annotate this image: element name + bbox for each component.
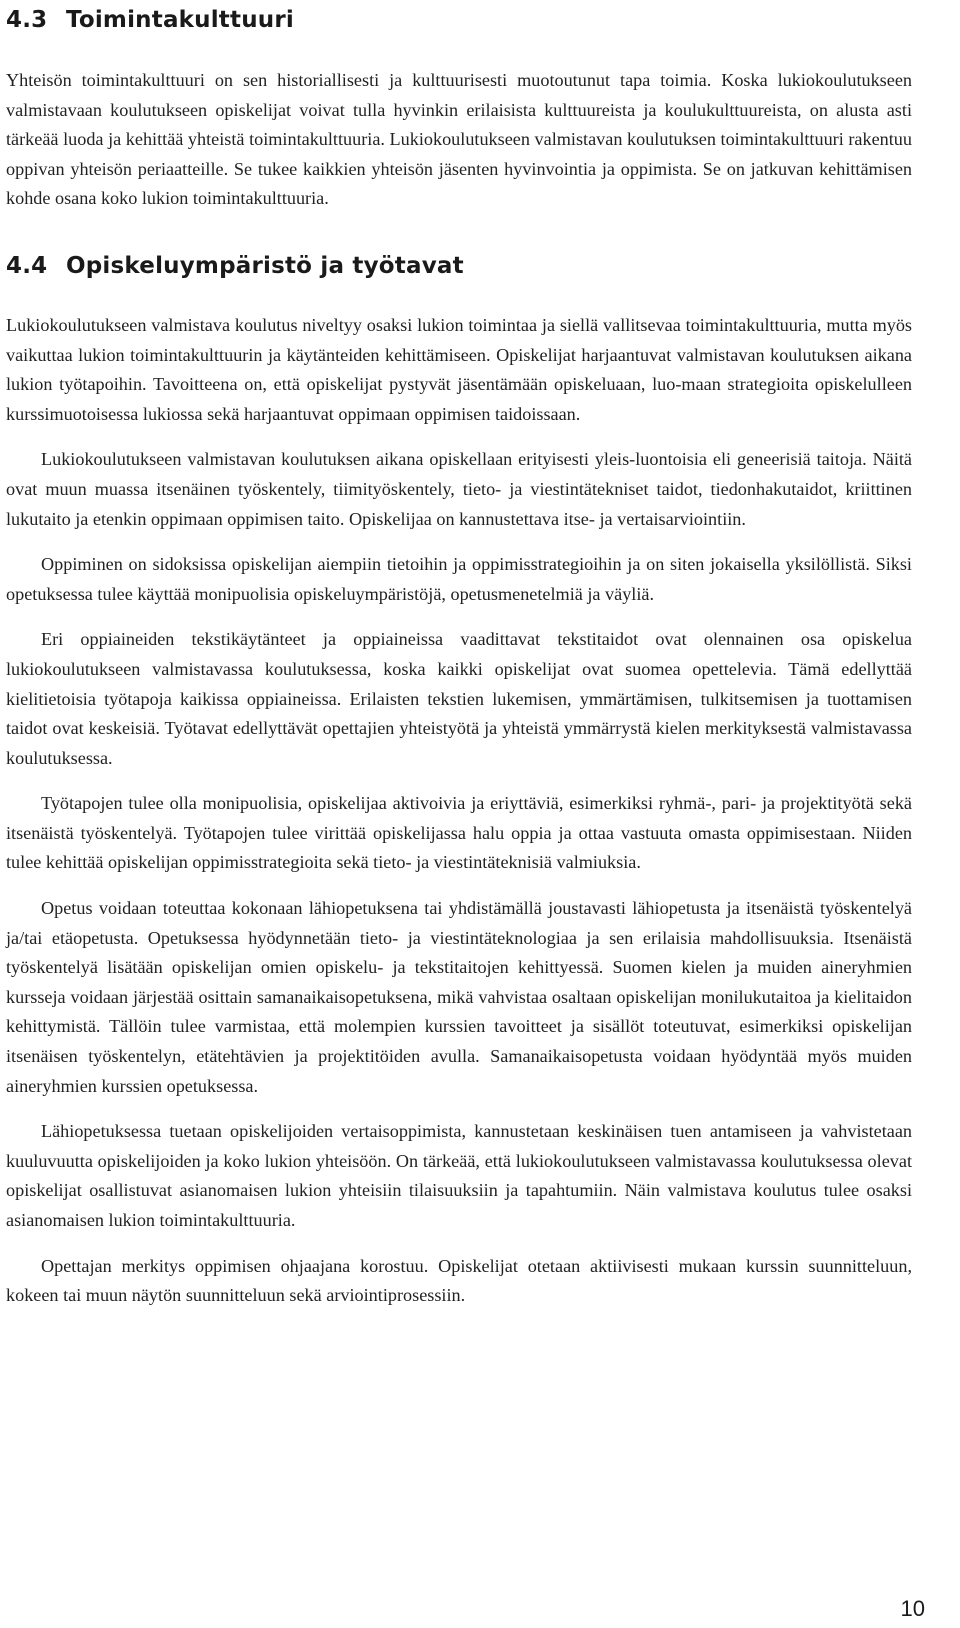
- section-body-4-3: [6, 66, 912, 214]
- section-body-4-4: [6, 311, 912, 1311]
- paragraph: Eri oppiaineiden tekstikäytänteet ja oppiaineissa vaadittavat tekstitaidot ovat olennainen osa opiskelua lukiokoulutukseen valmistavassa koulutuksessa, koska kaikki opiskelijat ovat suomea opettelevia. Tämä edellyttää kielitietoisia työtapoja kaikissa oppiaineissa. Erilaisten tekstien lukemisen, ymmärtämisen, tulkitsemisen ja tuottamisen taidot ovat keskeisiä. Työtavat edellyttävät opettajien yhteistyötä ja yhteistä ymmärrystä kielen merkityksestä valmistavassa koulutuksessa.: [6, 629, 912, 768]
- section-heading-4-3: [6, 2, 912, 42]
- section-number: 4.4: [6, 252, 48, 279]
- paragraph: Lähiopetuksessa tuetaan opiskelijoiden vertaisoppimista, kannustetaan keskinäisen tuen antamiseen ja vahvistetaan kuuluvuutta opiskelijoiden ja koko lukion yhteisöön. On tärkeää, että lukiokoulutukseen valmistavassa koulutuksessa olevat opiskelijat osallistuvat asianomaisen lukion yhteisiin tilaisuuksiin ja tapahtumiin. Näin valmistava koulutus tulee osaksi asianomaisen lukion toimintakulttuuria.: [6, 1121, 912, 1230]
- section-title: Toimintakulttuuri: [66, 7, 294, 33]
- paragraph: Oppiminen on sidoksissa opiskelijan aiempiin tietoihin ja oppimisstrategioihin ja on siten jokaisella yksilöllistä. Siksi opetuksessa tulee käyttää monipuolisia opiskeluympäristöjä, opetusmenetelmiä ja väyliä.: [6, 554, 912, 604]
- paragraph: Lukiokoulutukseen valmistavan koulutuksen aikana opiskellaan erityisesti yleis-luontoisia eli geneerisiä taitoja. Näitä ovat muun muassa itsenäinen työskentely, tiimityöskentely, tieto- ja viestintätekniset taidot, tiedonhakutaidot, kriittinen lukutaito ja etenkin oppimaan oppimisen taito. Opiskelijaa on kannustettava itse- ja vertaisarviointiin.: [6, 449, 912, 529]
- paragraph: Lukiokoulutukseen valmistava koulutus niveltyy osaksi lukion toimintaa ja siellä vallitsevaa toimintakulttuuria, mutta myös vaikuttaa lukion toimintakulttuurin ja käytänteiden kehittämiseen. Opiskelijat harjaantuvat valmistavan koulutuksen aikana lukion työtapoihin. Tavoitteena on, että opiskelijat pystyvät jäsentämään opiskeluaan, luo-maan strategioita opiskelulleen kurssimuotoisessa lukiossa sekä harjaantuvat oppimaan oppimisen taidoissaan.: [6, 314, 912, 424]
- paragraph: Yhteisön toimintakulttuuri on sen historiallisesti ja kulttuurisesti muotoutunut tapa toimia. Koska lukiokoulutukseen valmistavaan koulutukseen opiskelijat voivat tulla hyvinkin erilaisista kulttuureista ja koulukulttuureista, on alusta asti tärkeää luoda ja kehittää yhteistä toimintakulttuuria. Lukiokoulutukseen valmistavan koulutuksen toimintakulttuuri rakentuu oppivan yhteisön periaatteille. Se tukee kaikkien yhteisön jäsenten hyvinvointia ja oppimista. Se on jatkuvan kehittämisen kohde osana koko lukion toimintakulttuuria.: [6, 70, 912, 209]
- document-page: [6, 0, 912, 1311]
- paragraph: Opettajan merkitys oppimisen ohjaajana korostuu. Opiskelijat otetaan aktiivisesti mukaan kurssin suunnitteluun, kokeen tai muun näytön suunnitteluun sekä arviointiprosessiin.: [6, 1255, 912, 1306]
- section-heading-4-4: [6, 248, 912, 288]
- paragraph: Opetus voidaan toteuttaa kokonaan lähiopetuksena tai yhdistämällä joustavasti lähiopetusta ja itsenäistä työskentelyä ja/tai etäopetusta. Opetuksessa hyödynnetään tieto- ja viestintäteknologiaa ja sen erilaisia mahdollisuuksia. Itsenäistä työskentelyä lisätään opiskelijan omien opiskelu- ja tekstitaitojen kehittyessä. Suomen kielen ja muiden aineryhmien kursseja voidaan järjestää osittain samanaikaisopetuksena, mikä vahvistaa osaltaan opiskelijan monilukutaitoa ja kielitaidon kehittymistä. Tällöin tulee varmistaa, että molempien kurssien tavoitteet ja sisällöt toteutuvat, esimerkiksi opiskelijan itsenäisen työskentelyn, etätehtävien ja projektitöiden avulla. Samanaikaisopetusta voidaan hyödyntää myös muiden aineryhmien kurssien opetuksessa.: [6, 898, 912, 1096]
- page-number: 10: [900, 1596, 925, 1621]
- section-title: Opiskeluympäristö ja työtavat: [66, 252, 464, 279]
- section-number: 4.3: [6, 7, 48, 33]
- paragraph: Työtapojen tulee olla monipuolisia, opiskelijaa aktivoivia ja eriyttäviä, esimerkiksi ryhmä-, pari- ja projektityötä sekä itsenäistä työskentelyä. Työtapojen tulee virittää opiskelijassa halu oppia ja ottaa vastuuta omasta oppimisestaan. Niiden tulee kehittää opiskelijan oppimisstrategioita sekä tieto- ja viestintäteknisiä valmiuksia.: [6, 793, 912, 873]
